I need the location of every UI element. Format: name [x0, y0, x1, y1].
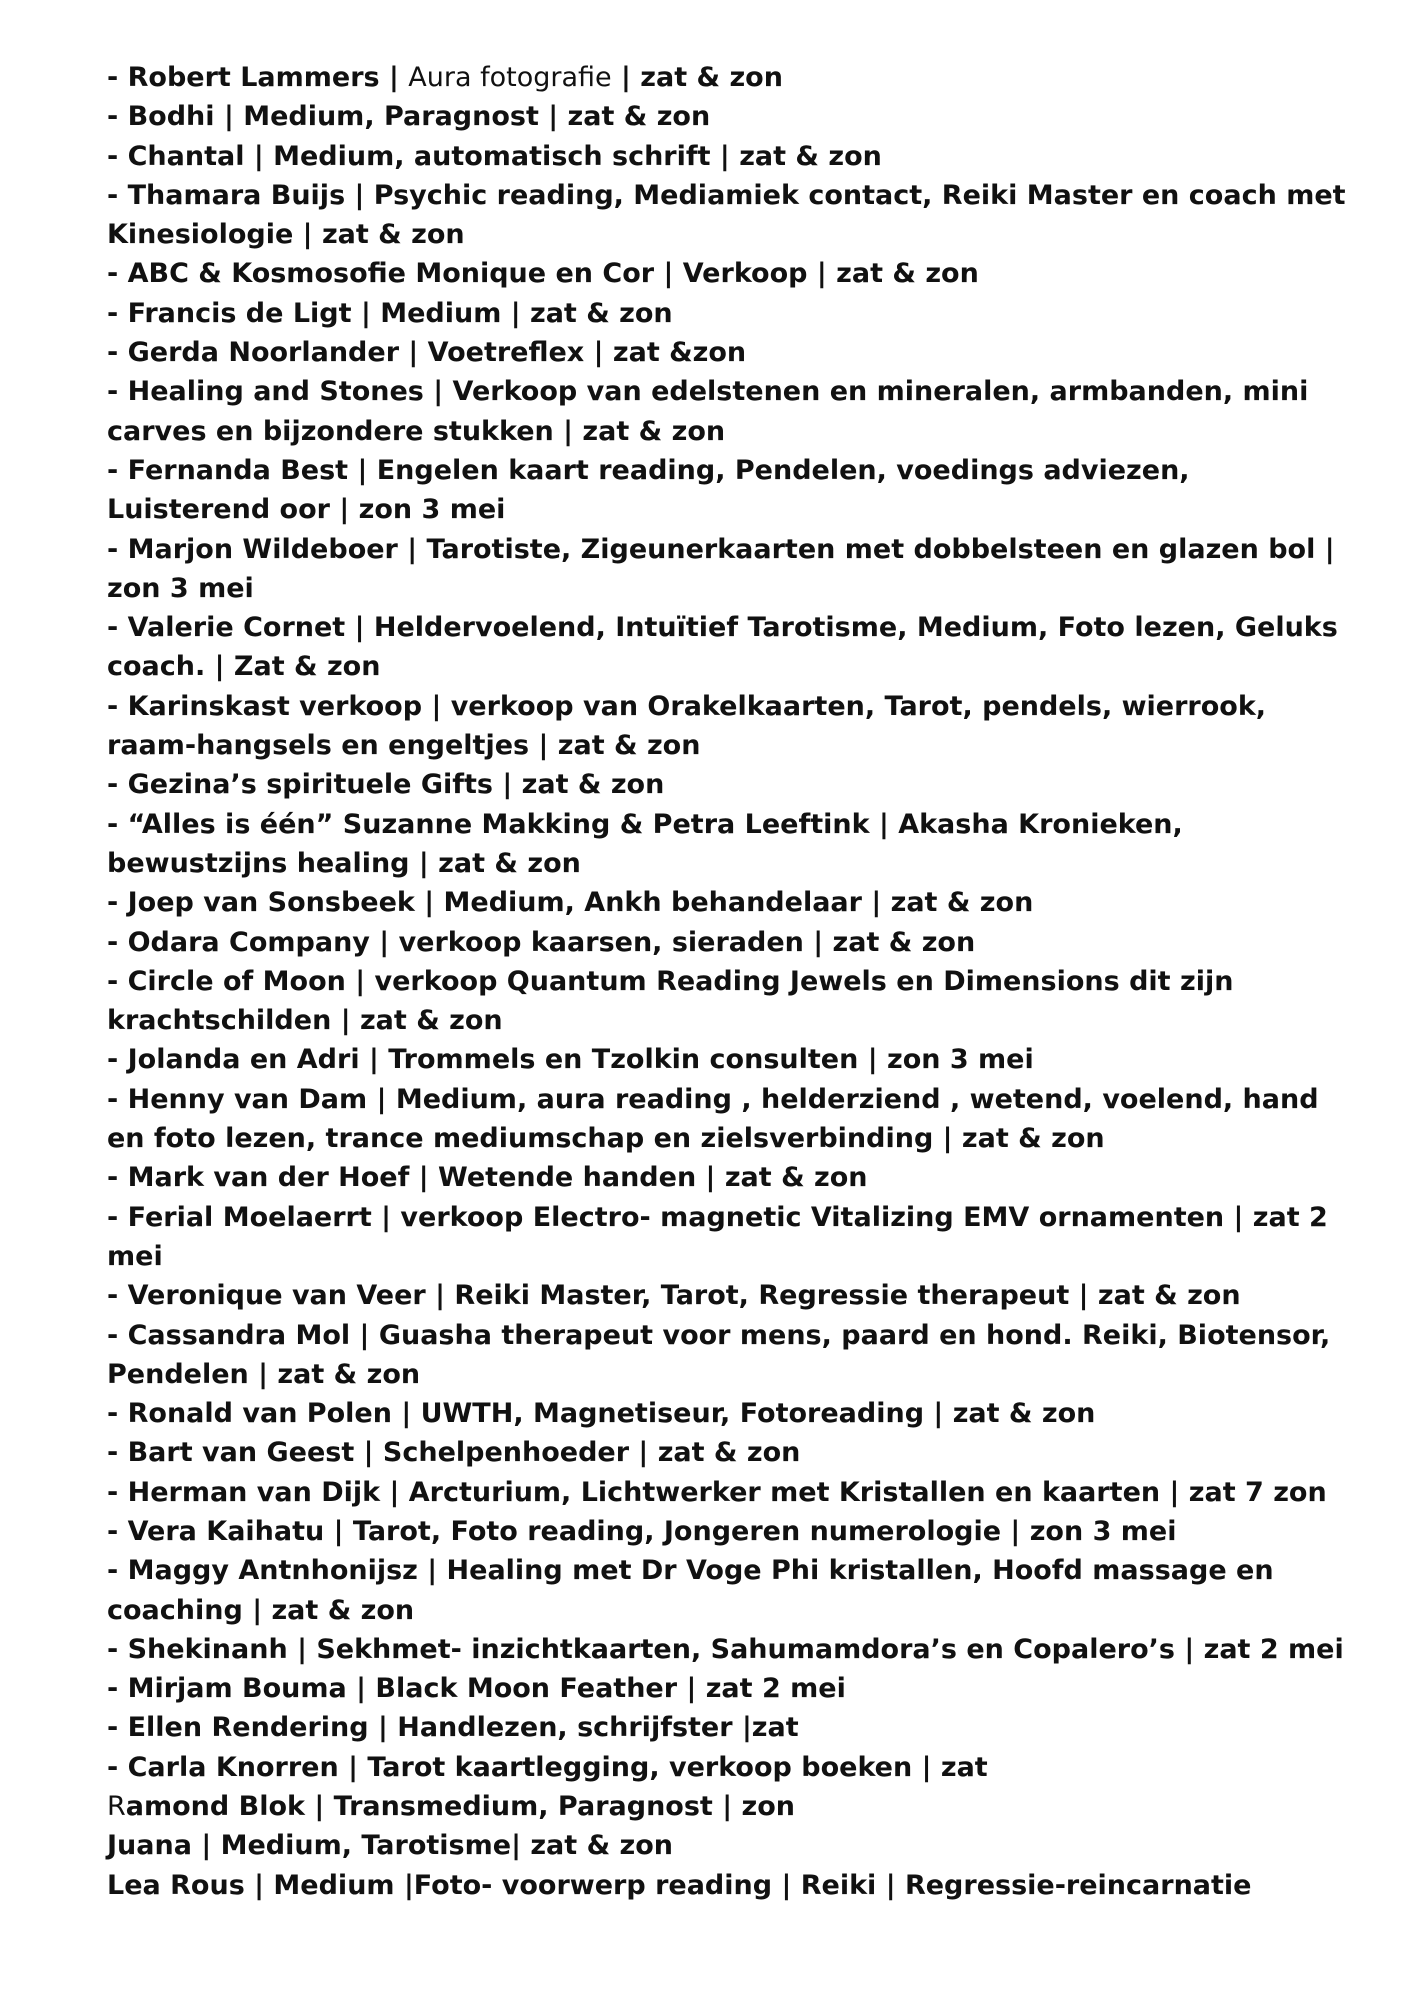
list-item: - Gerda Noorlander | Voetreflex | zat &zon: [107, 337, 747, 369]
list-item: - Vera Kaihatu | Tarot, Foto reading, Jongeren numerologie | zon 3 mei: [107, 1515, 1177, 1547]
list-item: - Odara Company | verkoop kaarsen, sieraden | zat & zon: [107, 926, 976, 958]
list-item: - Ellen Rendering | Handlezen, schrijfster |zat: [107, 1712, 799, 1744]
entry-light-text: Aura fotografie: [408, 62, 612, 93]
entry-light-text: R: [107, 1791, 126, 1823]
list-item: - Ronald van Polen | UWTH, Magnetiseur, Fotoreading | zat & zon: [107, 1398, 1096, 1430]
list-item: - Circle of Moon | verkoop Quantum Reading Jewels en Dimensions dit zijn krachtschilden | zat & zon: [107, 965, 1234, 1037]
list-item: Juana | Medium, Tarotisme| zat & zon: [107, 1830, 673, 1862]
list-item: Lea Rous | Medium |Foto- voorwerp reading | Reiki | Regressie-reincarnatie: [107, 1869, 1252, 1901]
list-item: - ABC & Kosmosofie Monique en Cor | Verkoop | zat & zon: [107, 258, 979, 290]
list-item: Ramond Blok | Transmedium, Paragnost | zon: [107, 1791, 795, 1823]
list-item: - Herman van Dijk | Arcturium, Lichtwerker met Kristallen en kaarten | zat 7 zon: [107, 1476, 1327, 1508]
list-item: - Shekinanh | Sekhmet- inzichtkaarten, Sahumamdora’s en Copalero’s | zat 2 mei: [107, 1633, 1344, 1665]
exhibitor-list: [107, 58, 1357, 1905]
list-item: - “Alles is één” Suzanne Makking & Petra Leeftink | Akasha Kronieken, bewustzijns healing | zat & zon: [107, 808, 1183, 879]
list-item: - Ferial Moelaerrt | verkoop Electro- magnetic Vitalizing EMV ornamenten | zat 2 mei: [107, 1201, 1328, 1272]
list-item: - Gezina’s spirituele Gifts | zat & zon: [107, 769, 665, 801]
list-item: - Karinskast verkoop | verkoop van Orakelkaarten, Tarot, pendels, wierrook, raam-hangsels en engeltjes | zat & zon: [107, 690, 1267, 762]
list-item: - Maggy Antnhonijsz | Healing met Dr Voge Phi kristallen, Hoofd massage en coaching | zat & zon: [107, 1555, 1274, 1626]
list-item: - Cassandra Mol | Guasha therapeut voor mens, paard en hond. Reiki, Biotensor, Pendelen | zat & zon: [107, 1319, 1331, 1390]
list-item: - Carla Knorren | Tarot kaartlegging, verkoop boeken | zat: [107, 1751, 988, 1783]
list-item: - Chantal | Medium, automatisch schrift | zat & zon: [107, 140, 882, 172]
list-item: - Healing and Stones | Verkoop van edelstenen en mineralen, armbanden, mini carves en bijzondere stukken | zat & zon: [107, 376, 1309, 447]
list-item: - Bart van Geest | Schelpenhoeder | zat & zon: [107, 1437, 801, 1469]
list-item: - Mirjam Bouma | Black Moon Feather | zat 2 mei: [107, 1673, 846, 1705]
list-item: - Francis de Ligt | Medium | zat & zon: [107, 297, 673, 329]
list-item: - Mark van der Hoef | Wetende handen | zat & zon: [107, 1162, 868, 1194]
list-item: - Marjon Wildeboer | Tarotiste, Zigeunerkaarten met dobbelsteen en glazen bol | zon 3 mei: [107, 533, 1335, 604]
list-item: - Fernanda Best | Engelen kaart reading, Pendelen, voedings adviezen, Luisterend oor | zon 3 mei: [107, 454, 1190, 526]
list-item: - Valerie Cornet | Heldervoelend, Intuïtief Tarotisme, Medium, Foto lezen, Geluks coach. | Zat & zon: [107, 612, 1338, 683]
list-item: - Joep van Sonsbeek | Medium, Ankh behandelaar | zat & zon: [107, 887, 1034, 919]
list-item: - Bodhi | Medium, Paragnost | zat & zon: [107, 101, 711, 133]
list-item: - Thamara Buijs | Psychic reading, Mediamiek contact, Reiki Master en coach met Kinesiologie | zat & zon: [107, 179, 1346, 251]
list-item: - Robert Lammers | Aura fotografie | zat & zon: [107, 62, 783, 93]
list-item: - Jolanda en Adri | Trommels en Tzolkin consulten | zon 3 mei: [107, 1044, 1034, 1076]
list-item: - Veronique van Veer | Reiki Master, Tarot, Regressie therapeut | zat & zon: [107, 1280, 1241, 1312]
list-item: - Henny van Dam | Medium, aura reading , helderziend , wetend, voelend, hand en foto lezen, trance mediumschap en zielsverbinding | zat & zon: [107, 1083, 1319, 1155]
